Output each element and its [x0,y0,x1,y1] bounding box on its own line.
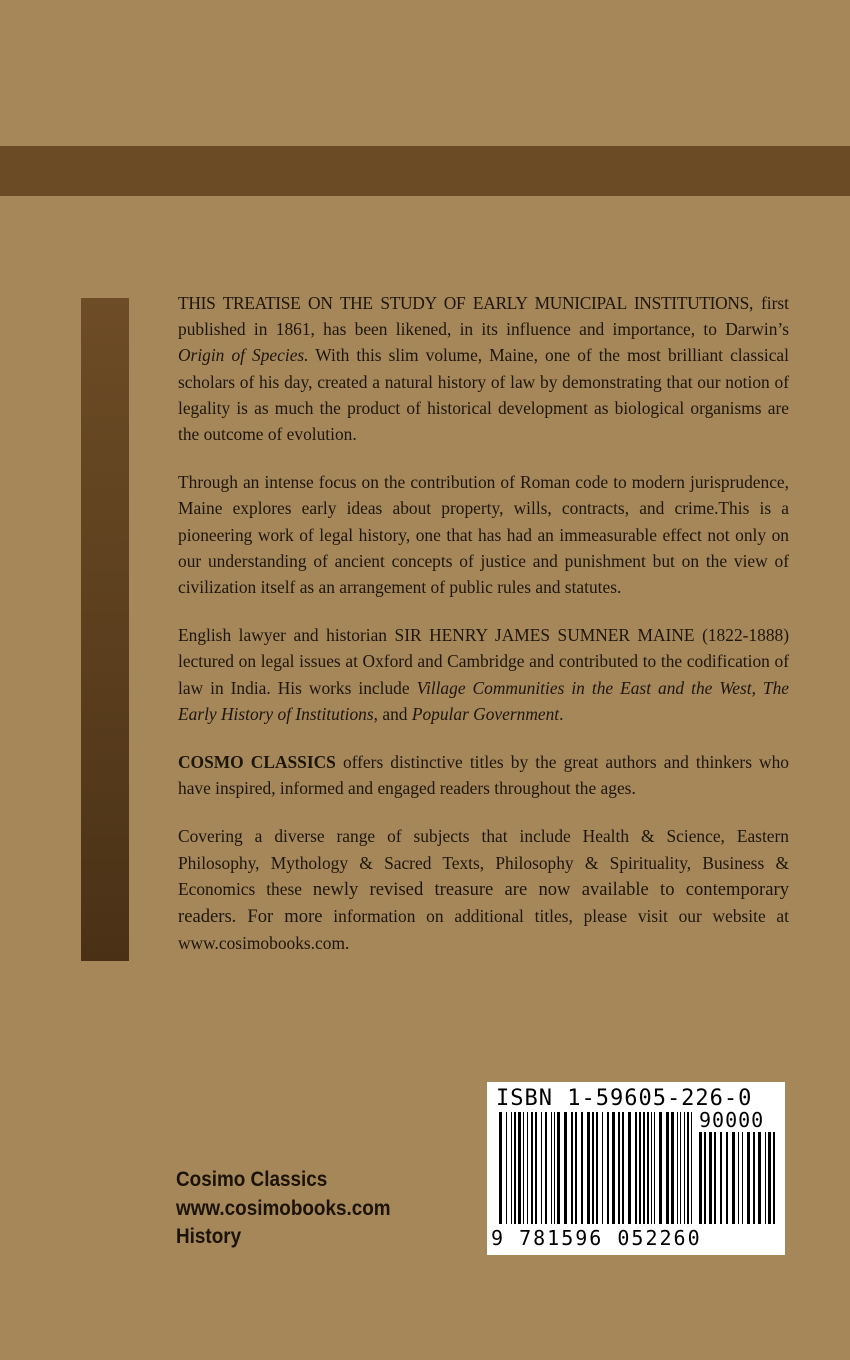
barcode-bar [647,1112,649,1224]
addon-barcode [699,1132,775,1224]
barcode-bar [622,1112,624,1224]
book-category: History [176,1225,242,1248]
barcode-bar [684,1112,685,1224]
barcode-bar [596,1112,598,1224]
barcode-bar [691,1112,692,1224]
barcode-box [487,1082,785,1255]
barcode-bar [551,1112,552,1224]
barcode-bar [506,1112,507,1224]
barcode-bar [628,1112,631,1224]
barcode-bar [659,1112,662,1224]
barcode-bar [709,1132,712,1224]
barcode-bar [514,1112,516,1224]
barcode-bar [768,1132,771,1224]
barcode-bar [687,1112,689,1224]
publisher-website: www.cosimobooks.com [176,1196,391,1220]
barcode-bar [527,1112,528,1224]
barcode-bar [511,1112,512,1224]
barcode-bar [531,1112,533,1224]
series-description: COSMO CLASSICS offers distinctive titles by the great authors and thinkers who have inspired, informed and engaged readers throughout the ages. [178,752,789,799]
barcode-bar [564,1112,567,1224]
barcode-bar [557,1112,560,1224]
barcode-bar [554,1112,555,1224]
price-code: 90000 [699,1108,765,1132]
publisher-name: Cosimo Classics [176,1168,328,1191]
blurb-paragraph-2: Through an intense focus on the contribution of Roman code to modern jurisprudence, Maine explores early ideas about property, wills, contracts, and crime.This is a pioneering work of legal history, one that has had an immeasurable effect not only on our understanding of ancient concepts of justice and punishment but on the view of civilization itself as an arrangement of public rules and statutes. [178,472,789,598]
left-accent-bar [81,298,129,961]
isbn-label: ISBN 1-59605-226-0 [496,1086,753,1111]
blurb-paragraph-1: THIS TREATISE ON THE STUDY OF EARLY MUNICIPAL INSTITUTIONS, first published in 1861, has been likened, in its influence and importance, to Darwin’s Origin of Species. With this slim volume, Maine, one of the most brilliant classical scholars of his day, created a natural history of law by demonstrating that our notion of legality is as much the product of historical development as biological organisms are the outcome of evolution. [178,293,789,445]
barcode-bar [666,1112,669,1224]
barcode-bar [607,1112,609,1224]
author-name: SIR HENRY JAMES SUMNER MAINE [394,625,695,646]
barcode-bar [671,1112,674,1224]
barcode-bar [643,1112,645,1224]
barcode-bar [704,1132,706,1224]
series-subjects: Covering a diverse range of subjects that include Health & Science, Eastern Philosophy, Mythology & Sacred Texts, Philosophy & Spirituality, Business & Economics these newly revised treasure are now available to contemporary readers. For more information on additional titles, please visit our website at www.cosimobooks.com. [178,826,789,954]
work-title: Popular Government [411,703,560,724]
book-title-reference: Origin of Species. [178,345,309,366]
barcode-bar [738,1132,739,1224]
barcode-bar [575,1112,577,1224]
series-name: COSMO CLASSICS [178,752,336,773]
barcode-bar [571,1112,573,1224]
opening-caps: THIS TREATISE ON THE STUDY OF EARLY MUNICIPAL INSTITUTIONS, [178,293,754,313]
barcode-bar [618,1112,620,1224]
barcode-bar [639,1112,641,1224]
author-bio: English lawyer and historian SIR HENRY JAMES SUMNER MAINE (1822-1888) lectured on legal issues at Oxford and Cambridge and contributed to the codification of law in India. His works include Village Communities in the East and the West, The Early History of Institutions, and Popular Government. [178,625,790,724]
barcode-bar [677,1112,678,1224]
barcode-bar [523,1112,524,1224]
barcode-bar [714,1132,716,1224]
barcode-bar [612,1112,615,1224]
barcode-bar [742,1132,743,1224]
barcode-bar [518,1112,521,1224]
barcode-bar [602,1112,603,1224]
barcode-bar [699,1132,702,1224]
barcode-bar [587,1112,590,1224]
barcode-bar [592,1112,594,1224]
barcode-bar [753,1132,755,1224]
barcode-bar [535,1112,537,1224]
barcode-bar [651,1112,652,1224]
ean-barcode [499,1112,695,1224]
barcode-bar [541,1112,542,1224]
work-titles: Village Communities in the East and the West, The Early History of Institutions [178,677,790,724]
top-band [0,146,850,196]
barcode-bar [581,1112,583,1224]
barcode-bar [747,1132,750,1224]
barcode-bar [545,1112,547,1224]
barcode-bar [765,1132,766,1224]
barcode-bar [654,1112,655,1224]
barcode-bar [726,1132,728,1224]
barcode-bar [773,1132,775,1224]
barcode-bar [680,1112,681,1224]
barcode-bar [732,1132,735,1224]
ean-number: 9 781596 052260 [491,1226,702,1250]
back-cover-blurb [178,290,789,978]
barcode-bar [720,1132,722,1224]
barcode-bar [635,1112,637,1224]
barcode-bar [758,1132,761,1224]
barcode-bar [499,1112,502,1224]
publisher-info [176,1166,391,1252]
